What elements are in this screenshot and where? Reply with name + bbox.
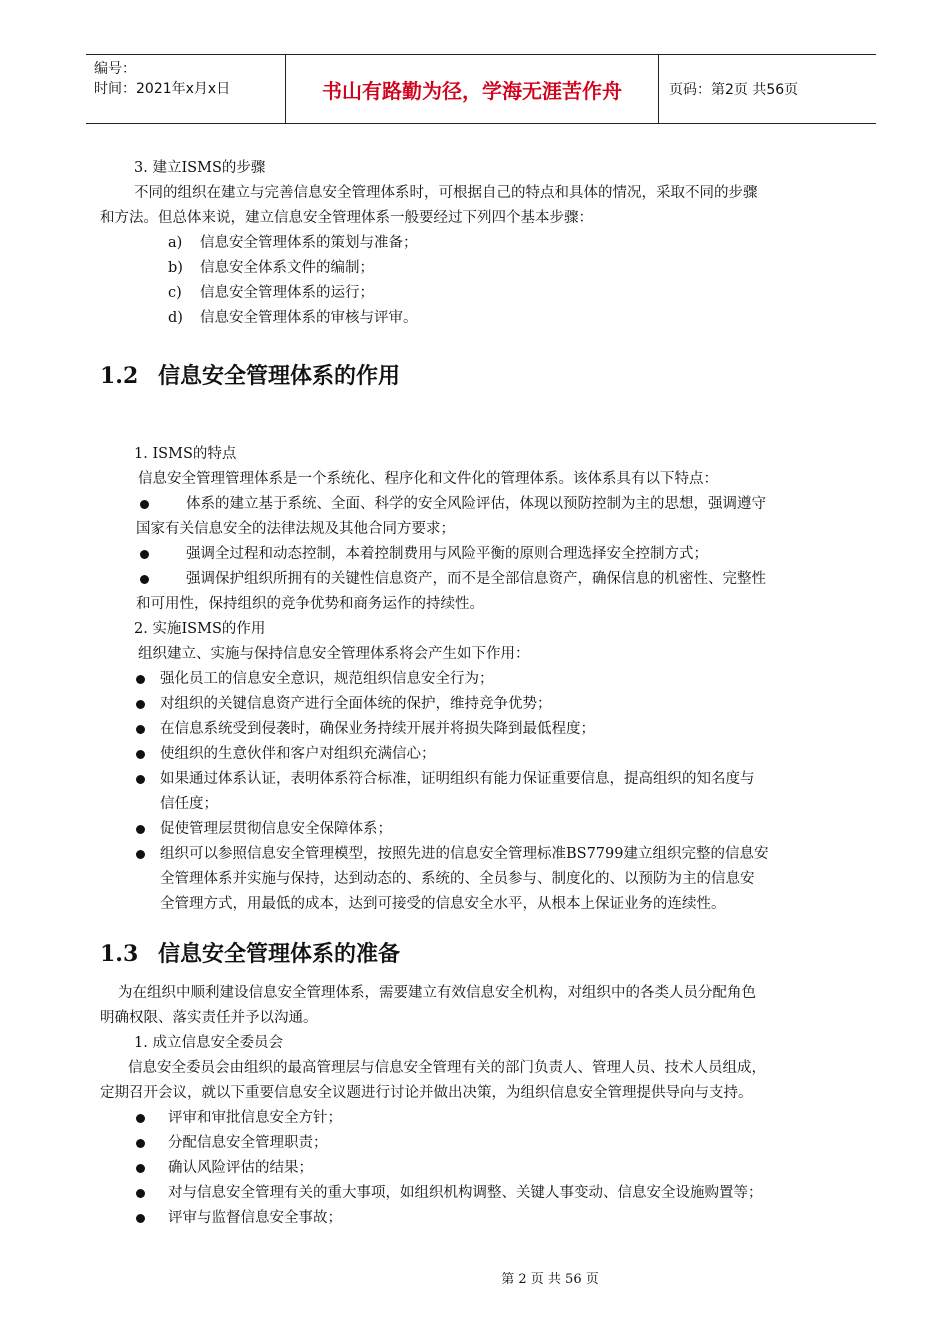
list-marker: a) <box>168 235 183 251</box>
list-text: 如果通过体系认证，表明体系符合标准，证明组织有能力保证重要信息，提高组织的知名度与 <box>160 771 755 787</box>
list-item <box>100 1106 865 1131</box>
list-item <box>100 306 865 331</box>
document-body <box>100 156 865 1231</box>
bullet-icon <box>136 1189 145 1198</box>
list-text: 组织可以参照信息安全管理模型，按照先进的信息安全管理标准BS7799建立组织完整的信息安 <box>160 846 769 862</box>
bullet-icon <box>140 500 149 509</box>
list-text: 信息安全管理体系的运行； <box>200 285 374 301</box>
list-item <box>100 1156 865 1181</box>
paragraph-line: 信息安全委员会由组织的最高管理层与信息安全管理有关的部门负责人、管理人员、技术人员组成， <box>128 1060 766 1076</box>
list-item <box>100 767 865 792</box>
page-footer <box>0 1268 950 1287</box>
list-marker: c) <box>168 285 182 301</box>
header-page-info: 页码：第2页 共56页 <box>669 82 799 98</box>
list-item <box>100 492 865 517</box>
bullet-icon <box>136 1164 145 1173</box>
list-text: 分配信息安全管理职责； <box>168 1135 328 1151</box>
list-item <box>100 742 865 767</box>
list-item <box>100 281 865 306</box>
bullet-icon <box>140 575 149 584</box>
section-number: 1.2 <box>100 363 139 389</box>
bullet-icon <box>140 550 149 559</box>
paragraph-line: 不同的组织在建立与完善信息安全管理体系时，可根据自己的特点和具体的情况，采取不同的步骤 <box>134 185 758 201</box>
paragraph-line: 为在组织中顺利建设信息安全管理体系，需要建立有效信息安全机构，对组织中的各类人员分配角色 <box>118 985 756 1001</box>
list-text: 评审与监督信息安全事故； <box>168 1210 342 1226</box>
list-item <box>100 231 865 256</box>
header-time: 时间：2021年x月x日 <box>94 81 231 97</box>
list-text: 确认风险评估的结果； <box>168 1160 313 1176</box>
header-motto: 书山有路勤为径，学海无涯苦作舟 <box>286 55 659 123</box>
list-text: 对与信息安全管理有关的重大事项，如组织机构调整、关键人事变动、信息安全设施购置等； <box>168 1185 763 1201</box>
bullet-icon <box>136 750 145 759</box>
list-item <box>100 717 865 742</box>
page-header <box>86 54 876 124</box>
list-item <box>100 692 865 717</box>
list-item-continuation: 国家有关信息安全的法律法规及其他合同方要求； <box>136 521 455 537</box>
bullet-icon <box>136 675 145 684</box>
list-text: 强调保护组织所拥有的关键性信息资产，而不是全部信息资产，确保信息的机密性、完整性 <box>186 571 766 587</box>
subsection-title: 2. 实施ISMS的作用 <box>134 621 266 637</box>
list-marker: d) <box>168 310 183 326</box>
steps-title: 3. 建立ISMS的步骤 <box>134 160 266 176</box>
section-heading <box>100 939 865 969</box>
list-item-continuation: 信任度； <box>160 796 218 812</box>
subsection-title: 1. ISMS的特点 <box>134 446 237 462</box>
paragraph-line: 和方法。但总体来说，建立信息安全管理体系一般要经过下列四个基本步骤： <box>100 210 593 226</box>
paragraph-line: 组织建立、实施与保持信息安全管理体系将会产生如下作用： <box>138 646 530 662</box>
list-text: 体系的建立基于系统、全面、科学的安全风险评估，体现以预防控制为主的思想，强调遵守 <box>186 496 766 512</box>
list-item <box>100 542 865 567</box>
bullet-icon <box>136 1214 145 1223</box>
list-item <box>100 842 865 867</box>
bullet-icon <box>136 1139 145 1148</box>
list-text: 信息安全体系文件的编制； <box>200 260 374 276</box>
bullet-icon <box>136 825 145 834</box>
list-text: 信息安全管理体系的审核与评审。 <box>200 310 418 326</box>
bullet-icon <box>136 700 145 709</box>
list-text: 对组织的关键信息资产进行全面体统的保护，维持竞争优势； <box>160 696 552 712</box>
bullet-icon <box>136 1114 145 1123</box>
list-item <box>100 1206 865 1231</box>
list-text: 强化员工的信息安全意识，规范组织信息安全行为； <box>160 671 494 687</box>
list-item <box>100 256 865 281</box>
list-text: 信息安全管理体系的策划与准备； <box>200 235 418 251</box>
list-item-continuation: 全管理体系并实施与保持，达到动态的、系统的、全员参与、制度化的、以预防为主的信息安 <box>160 871 755 887</box>
bullet-icon <box>136 775 145 784</box>
list-item-continuation: 和可用性，保持组织的竞争优势和商务运作的持续性。 <box>136 596 484 612</box>
list-item-continuation: 全管理方式，用最低的成本，达到可接受的信息安全水平，从根本上保证业务的连续性。 <box>160 896 726 912</box>
list-text: 在信息系统受到侵袭时，确保业务持续开展并将损失降到最低程度； <box>160 721 595 737</box>
bullet-icon <box>136 725 145 734</box>
list-text: 强调全过程和动态控制，本着控制费用与风险平衡的原则合理选择安全控制方式； <box>186 546 708 562</box>
list-item <box>100 567 865 592</box>
subsection-title: 1. 成立信息安全委员会 <box>134 1035 283 1051</box>
section-number: 1.3 <box>100 941 139 967</box>
list-item <box>100 817 865 842</box>
list-item <box>100 1181 865 1206</box>
list-text: 评审和审批信息安全方针； <box>168 1110 342 1126</box>
paragraph-line: 明确权限、落实责任并予以沟通。 <box>100 1010 318 1026</box>
section-title: 信息安全管理体系的准备 <box>158 941 401 967</box>
list-marker: b) <box>168 260 183 276</box>
header-meta <box>86 55 286 123</box>
header-code: 编号： <box>94 61 136 77</box>
list-item <box>100 1131 865 1156</box>
paragraph-line: 定期召开会议，就以下重要信息安全议题进行讨论并做出决策，为组织信息安全管理提供导向与支持。 <box>100 1085 753 1101</box>
section-title: 信息安全管理体系的作用 <box>158 363 401 389</box>
section-heading <box>100 361 865 391</box>
list-text: 使组织的生意伙伴和客户对组织充满信心； <box>160 746 436 762</box>
footer-page-number: 第 2 页 共 56 页 <box>501 1272 599 1287</box>
list-text: 促使管理层贯彻信息安全保障体系； <box>160 821 392 837</box>
bullet-icon <box>136 850 145 859</box>
list-item <box>100 667 865 692</box>
paragraph-line: 信息安全管理管理体系是一个系统化、程序化和文件化的管理体系。该体系具有以下特点： <box>138 471 718 487</box>
